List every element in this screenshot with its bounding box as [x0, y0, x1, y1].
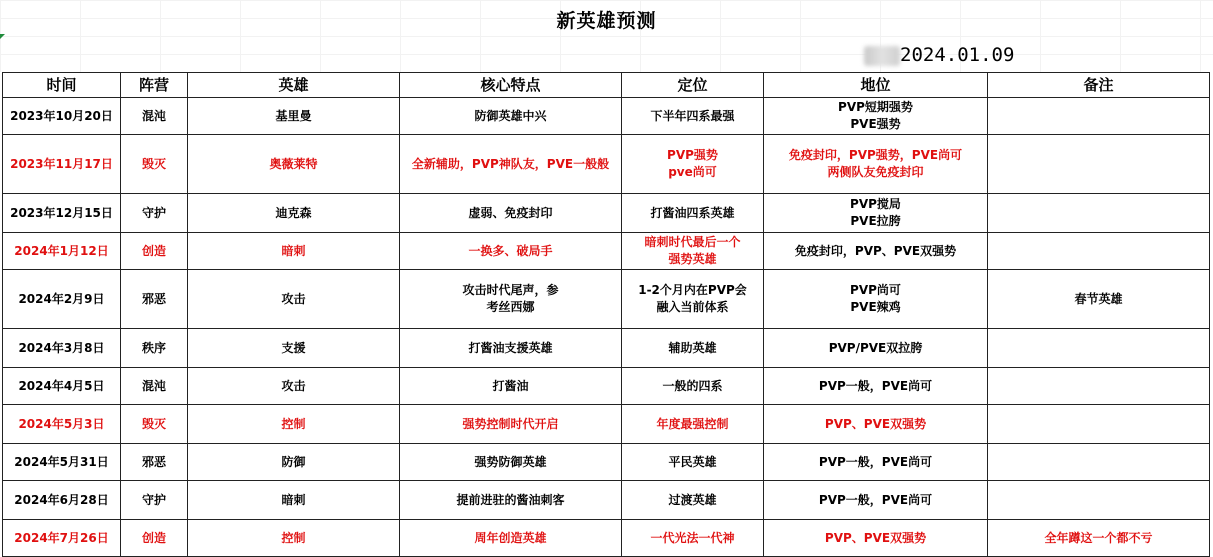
core-feature-cell[interactable]: 周年创造英雄	[400, 520, 622, 557]
note-cell[interactable]	[988, 368, 1210, 405]
status-cell[interactable]: PVP一般，PVE尚可	[764, 368, 988, 405]
position-cell[interactable]: 打酱油四系英雄	[622, 194, 764, 233]
hero-cell[interactable]: 防御	[188, 444, 400, 481]
table-row	[3, 233, 1210, 270]
hero-prediction-table	[2, 72, 1210, 557]
header-hero[interactable]: 英雄	[188, 73, 400, 98]
redacted-text	[864, 46, 900, 66]
header-row	[3, 73, 1210, 98]
faction-cell[interactable]: 邪恶	[121, 270, 188, 329]
table-row	[3, 194, 1210, 233]
position-cell[interactable]: 下半年四系最强	[622, 98, 764, 135]
hero-cell[interactable]: 控制	[188, 520, 400, 557]
table-row	[3, 520, 1210, 557]
hero-cell[interactable]: 暗刺	[188, 481, 400, 520]
position-cell[interactable]: 1-2个月内在PVP会 融入当前体系	[622, 270, 764, 329]
core-feature-cell[interactable]: 攻击时代尾声，参 考丝西娜	[400, 270, 622, 329]
position-cell[interactable]: 暗刺时代最后一个 强势英雄	[622, 233, 764, 270]
position-cell[interactable]: 一般的四系	[622, 368, 764, 405]
time-cell[interactable]: 2023年12月15日	[3, 194, 121, 233]
position-cell[interactable]: PVP强势 pve尚可	[622, 135, 764, 194]
header-time[interactable]: 时间	[3, 73, 121, 98]
status-cell[interactable]: PVP/PVE双拉胯	[764, 329, 988, 368]
status-cell[interactable]: 免疫封印，PVP强势，PVE尚可 两侧队友免疫封印	[764, 135, 988, 194]
note-cell[interactable]: 春节英雄	[988, 270, 1210, 329]
sheet-title[interactable]: 新英雄预测	[556, 10, 657, 32]
time-cell[interactable]: 2024年7月26日	[3, 520, 121, 557]
core-feature-cell[interactable]: 打酱油支援英雄	[400, 329, 622, 368]
note-cell[interactable]	[988, 135, 1210, 194]
faction-cell[interactable]: 混沌	[121, 98, 188, 135]
table-row	[3, 481, 1210, 520]
status-cell[interactable]: PVP尚可 PVE辣鸡	[764, 270, 988, 329]
note-cell[interactable]	[988, 329, 1210, 368]
faction-cell[interactable]: 邪恶	[121, 444, 188, 481]
time-cell[interactable]: 2023年10月20日	[3, 98, 121, 135]
time-cell[interactable]: 2024年6月28日	[3, 481, 121, 520]
hero-cell[interactable]: 攻击	[188, 368, 400, 405]
faction-cell[interactable]: 毁灭	[121, 405, 188, 444]
status-cell[interactable]: PVP一般，PVE尚可	[764, 444, 988, 481]
table-row	[3, 98, 1210, 135]
sheet-date[interactable]: 2024.01.09	[900, 44, 1015, 66]
time-cell[interactable]: 2024年2月9日	[3, 270, 121, 329]
table-row	[3, 405, 1210, 444]
header-note[interactable]: 备注	[988, 73, 1210, 98]
note-cell[interactable]	[988, 233, 1210, 270]
core-feature-cell[interactable]: 全新辅助，PVP神队友，PVE一般般	[400, 135, 622, 194]
core-feature-cell[interactable]: 强势防御英雄	[400, 444, 622, 481]
time-cell[interactable]: 2024年3月8日	[3, 329, 121, 368]
time-cell[interactable]: 2024年5月3日	[3, 405, 121, 444]
core-feature-cell[interactable]: 打酱油	[400, 368, 622, 405]
header-core-features[interactable]: 核心特点	[400, 73, 622, 98]
table-row	[3, 444, 1210, 481]
note-cell[interactable]	[988, 481, 1210, 520]
status-cell[interactable]: PVP短期强势 PVE强势	[764, 98, 988, 135]
hero-cell[interactable]: 奥薇莱特	[188, 135, 400, 194]
cell-comment-marker	[0, 34, 5, 39]
faction-cell[interactable]: 创造	[121, 520, 188, 557]
position-cell[interactable]: 辅助英雄	[622, 329, 764, 368]
time-cell[interactable]: 2024年1月12日	[3, 233, 121, 270]
table-row	[3, 135, 1210, 194]
status-cell[interactable]: PVP一般，PVE尚可	[764, 481, 988, 520]
note-cell[interactable]	[988, 405, 1210, 444]
table-row	[3, 329, 1210, 368]
note-cell[interactable]	[988, 98, 1210, 135]
hero-cell[interactable]: 控制	[188, 405, 400, 444]
note-cell[interactable]	[988, 444, 1210, 481]
time-cell[interactable]: 2024年5月31日	[3, 444, 121, 481]
hero-cell[interactable]: 支援	[188, 329, 400, 368]
note-cell[interactable]: 全年蹲这一个都不亏	[988, 520, 1210, 557]
faction-cell[interactable]: 创造	[121, 233, 188, 270]
position-cell[interactable]: 过渡英雄	[622, 481, 764, 520]
core-feature-cell[interactable]: 防御英雄中兴	[400, 98, 622, 135]
position-cell[interactable]: 平民英雄	[622, 444, 764, 481]
faction-cell[interactable]: 守护	[121, 481, 188, 520]
hero-cell[interactable]: 攻击	[188, 270, 400, 329]
table-row	[3, 270, 1210, 329]
hero-cell[interactable]: 基里曼	[188, 98, 400, 135]
status-cell[interactable]: PVP搅局 PVE拉胯	[764, 194, 988, 233]
position-cell[interactable]: 一代光法一代神	[622, 520, 764, 557]
core-feature-cell[interactable]: 一换多、破局手	[400, 233, 622, 270]
faction-cell[interactable]: 秩序	[121, 329, 188, 368]
position-cell[interactable]: 年度最强控制	[622, 405, 764, 444]
core-feature-cell[interactable]: 虚弱、免疫封印	[400, 194, 622, 233]
status-cell[interactable]: PVP、PVE双强势	[764, 520, 988, 557]
header-faction[interactable]: 阵营	[121, 73, 188, 98]
status-cell[interactable]: 免疫封印，PVP、PVE双强势	[764, 233, 988, 270]
hero-cell[interactable]: 暗刺	[188, 233, 400, 270]
core-feature-cell[interactable]: 提前进驻的酱油刺客	[400, 481, 622, 520]
time-cell[interactable]: 2023年11月17日	[3, 135, 121, 194]
faction-cell[interactable]: 毁灭	[121, 135, 188, 194]
faction-cell[interactable]: 混沌	[121, 368, 188, 405]
header-position[interactable]: 定位	[622, 73, 764, 98]
time-cell[interactable]: 2024年4月5日	[3, 368, 121, 405]
hero-cell[interactable]: 迪克森	[188, 194, 400, 233]
status-cell[interactable]: PVP、PVE双强势	[764, 405, 988, 444]
note-cell[interactable]	[988, 194, 1210, 233]
faction-cell[interactable]: 守护	[121, 194, 188, 233]
table-row	[3, 368, 1210, 405]
header-status[interactable]: 地位	[764, 73, 988, 98]
core-feature-cell[interactable]: 强势控制时代开启	[400, 405, 622, 444]
